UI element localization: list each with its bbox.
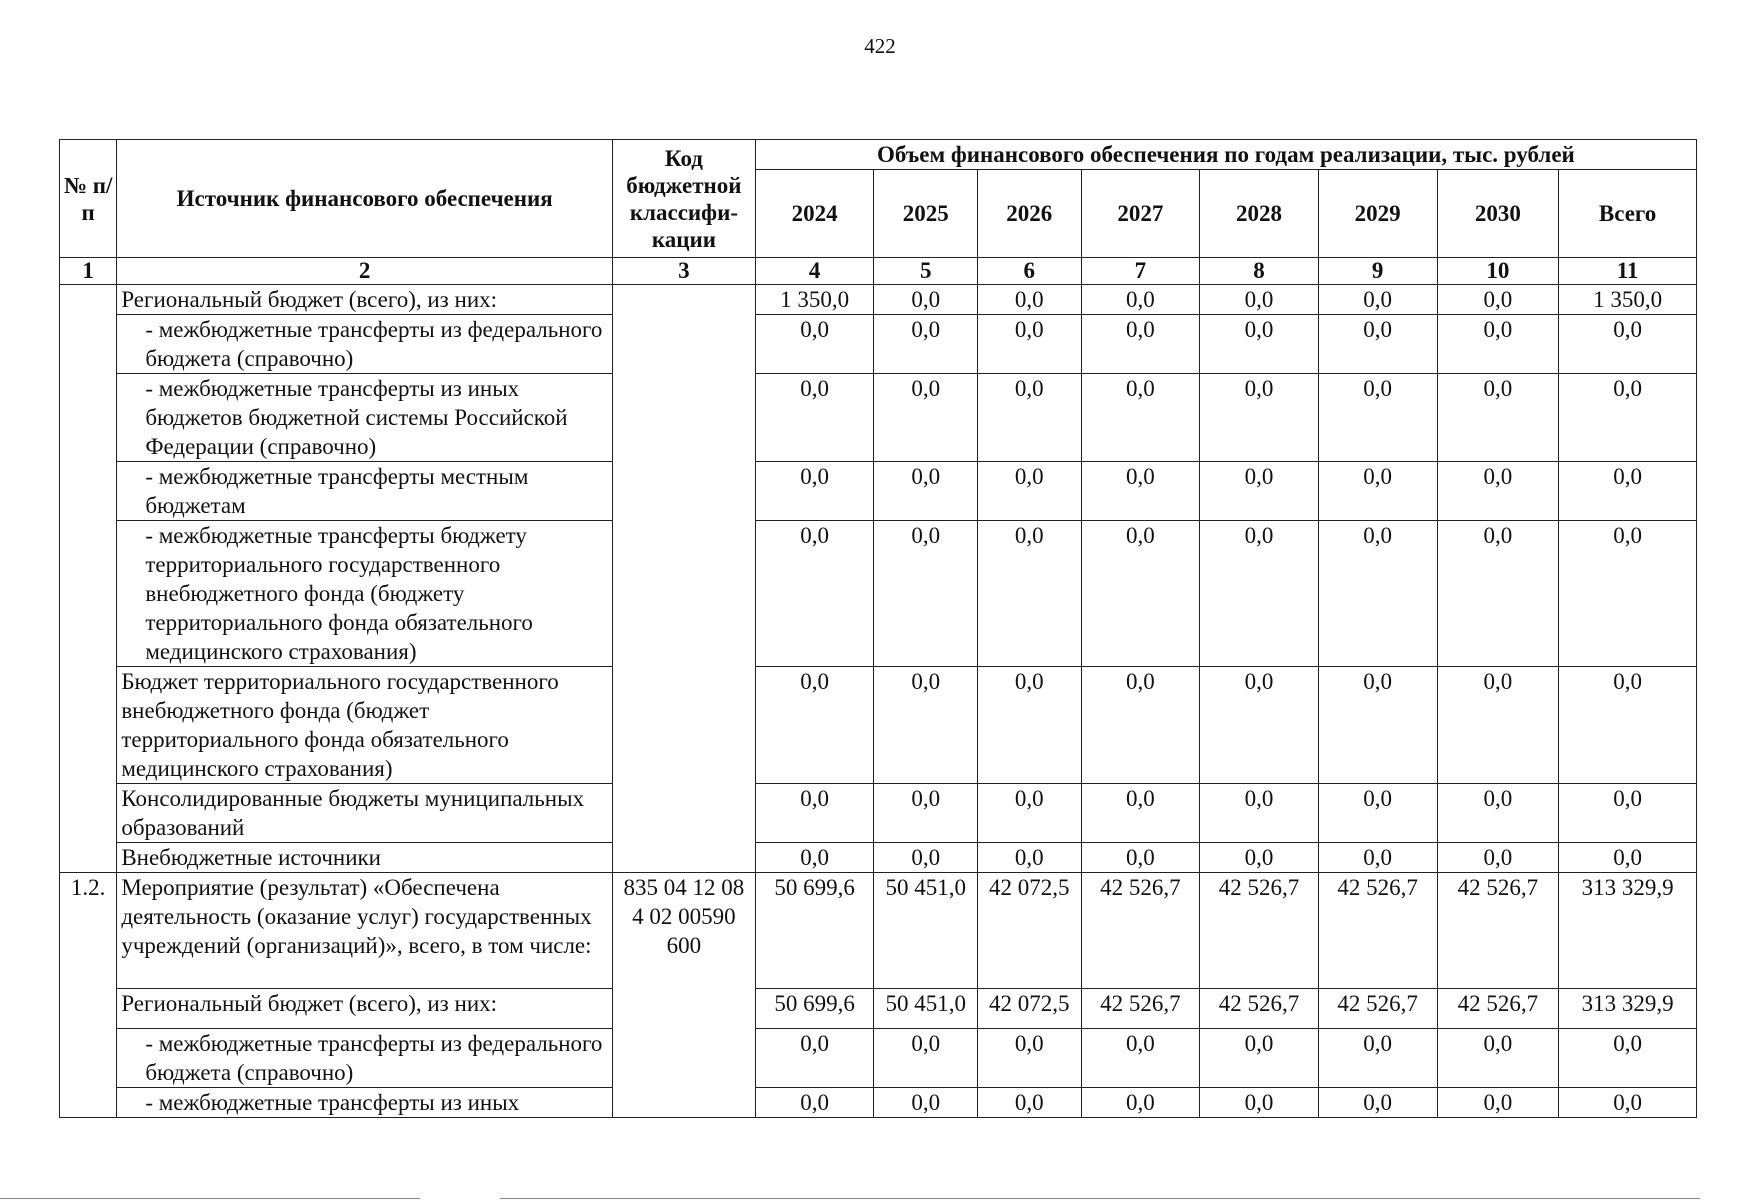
total-cell: 313 329,9 bbox=[1559, 873, 1697, 989]
header-year: 2028 bbox=[1200, 170, 1319, 258]
value-cell: 42 526,7 bbox=[1200, 873, 1319, 989]
value-cell: 42 072,5 bbox=[978, 873, 1082, 989]
value-cell: 0,0 bbox=[978, 521, 1082, 667]
header-year: 2025 bbox=[874, 170, 978, 258]
value-cell: 0,0 bbox=[755, 843, 874, 873]
total-cell: 0,0 bbox=[1559, 1029, 1697, 1088]
total-cell: 0,0 bbox=[1559, 1088, 1697, 1118]
value-cell: 0,0 bbox=[1437, 285, 1559, 315]
value-cell: 0,0 bbox=[1318, 1029, 1437, 1088]
header-code: Код бюджетной классифи-кации bbox=[613, 140, 756, 258]
value-cell: 0,0 bbox=[1081, 667, 1200, 784]
source-cell: Консолидированные бюджеты муниципальных образований bbox=[117, 784, 613, 843]
value-cell: 0,0 bbox=[1437, 843, 1559, 873]
value-cell: 0,0 bbox=[755, 1088, 874, 1118]
value-cell: 0,0 bbox=[874, 784, 978, 843]
value-cell: 0,0 bbox=[1318, 315, 1437, 374]
value-cell: 50 699,6 bbox=[755, 989, 874, 1029]
value-cell: 0,0 bbox=[978, 667, 1082, 784]
value-cell: 0,0 bbox=[1200, 285, 1319, 315]
total-cell: 0,0 bbox=[1559, 462, 1697, 521]
value-cell: 0,0 bbox=[1318, 1088, 1437, 1118]
column-numbers-row bbox=[60, 258, 1697, 285]
value-cell: 0,0 bbox=[1437, 1088, 1559, 1118]
source-cell: - межбюджетные трансферты местным бюджетам bbox=[117, 462, 613, 521]
value-cell: 42 526,7 bbox=[1081, 989, 1200, 1029]
value-cell: 0,0 bbox=[1081, 1029, 1200, 1088]
column-number: 6 bbox=[978, 258, 1082, 285]
header-year: 2027 bbox=[1081, 170, 1200, 258]
value-cell: 0,0 bbox=[755, 667, 874, 784]
table-row bbox=[60, 667, 1697, 784]
value-cell: 0,0 bbox=[978, 285, 1082, 315]
value-cell: 0,0 bbox=[1200, 784, 1319, 843]
footer-rule bbox=[500, 1198, 1700, 1199]
value-cell: 0,0 bbox=[874, 521, 978, 667]
table-row bbox=[60, 873, 1697, 989]
value-cell: 42 526,7 bbox=[1437, 989, 1559, 1029]
value-cell: 0,0 bbox=[1081, 285, 1200, 315]
header-year: 2029 bbox=[1318, 170, 1437, 258]
financing-table bbox=[59, 139, 1697, 1118]
header-year: 2024 bbox=[755, 170, 874, 258]
table-row bbox=[60, 374, 1697, 462]
column-number: 5 bbox=[874, 258, 978, 285]
value-cell: 0,0 bbox=[874, 462, 978, 521]
value-cell: 0,0 bbox=[978, 462, 1082, 521]
source-cell: - межбюджетные трансферты из иных bbox=[117, 1088, 613, 1118]
value-cell: 0,0 bbox=[978, 843, 1082, 873]
row-number-cell: 1.2. bbox=[60, 873, 117, 1118]
source-cell: Бюджет территориального государственного внебюджетного фонда (бюджет территориального фонда обязательного медицинского страхования) bbox=[117, 667, 613, 784]
source-cell: - межбюджетные трансферты из федерального бюджета (справочно) bbox=[117, 315, 613, 374]
value-cell: 0,0 bbox=[1437, 667, 1559, 784]
value-cell: 0,0 bbox=[874, 1088, 978, 1118]
table-row bbox=[60, 843, 1697, 873]
table-row bbox=[60, 521, 1697, 667]
total-cell: 0,0 bbox=[1559, 843, 1697, 873]
value-cell: 0,0 bbox=[1318, 285, 1437, 315]
table-row bbox=[60, 989, 1697, 1029]
value-cell: 0,0 bbox=[874, 667, 978, 784]
table-row bbox=[60, 462, 1697, 521]
value-cell: 42 526,7 bbox=[1200, 989, 1319, 1029]
value-cell: 0,0 bbox=[1318, 784, 1437, 843]
value-cell: 0,0 bbox=[1437, 1029, 1559, 1088]
value-cell: 0,0 bbox=[874, 1029, 978, 1088]
value-cell: 0,0 bbox=[755, 374, 874, 462]
value-cell: 0,0 bbox=[1081, 315, 1200, 374]
column-number: 8 bbox=[1200, 258, 1319, 285]
source-cell: Внебюджетные источники bbox=[117, 843, 613, 873]
value-cell: 42 072,5 bbox=[978, 989, 1082, 1029]
source-cell: - межбюджетные трансферты бюджету территориального государственного внебюджетного фонда (бюджету территориального фонда обязательного медицинского страхования) bbox=[117, 521, 613, 667]
value-cell: 0,0 bbox=[1318, 462, 1437, 521]
value-cell: 50 451,0 bbox=[874, 989, 978, 1029]
column-number: 10 bbox=[1437, 258, 1559, 285]
source-cell: - межбюджетные трансферты из федерального бюджета (справочно) bbox=[117, 1029, 613, 1088]
value-cell: 0,0 bbox=[978, 1088, 1082, 1118]
value-cell: 0,0 bbox=[755, 315, 874, 374]
budget-code-cell bbox=[613, 285, 756, 873]
value-cell: 50 699,6 bbox=[755, 873, 874, 989]
table-row bbox=[60, 1029, 1697, 1088]
value-cell: 0,0 bbox=[978, 315, 1082, 374]
value-cell: 0,0 bbox=[1081, 462, 1200, 521]
table-row bbox=[60, 1088, 1697, 1118]
value-cell: 0,0 bbox=[1437, 315, 1559, 374]
value-cell: 0,0 bbox=[1081, 1088, 1200, 1118]
value-cell: 0,0 bbox=[1318, 374, 1437, 462]
value-cell: 0,0 bbox=[1318, 667, 1437, 784]
source-cell: Мероприятие (результат) «Обеспечена деятельность (оказание услуг) государственных учреждений (организаций)», всего, в том числе: bbox=[117, 873, 613, 989]
value-cell: 0,0 bbox=[978, 784, 1082, 843]
budget-code-cell: 835 04 12 08 4 02 00590 600 bbox=[613, 873, 756, 1118]
value-cell: 0,0 bbox=[978, 1029, 1082, 1088]
total-cell: 0,0 bbox=[1559, 521, 1697, 667]
total-cell: 1 350,0 bbox=[1559, 285, 1697, 315]
column-number: 9 bbox=[1318, 258, 1437, 285]
value-cell: 42 526,7 bbox=[1318, 989, 1437, 1029]
total-cell: 0,0 bbox=[1559, 315, 1697, 374]
value-cell: 0,0 bbox=[1437, 521, 1559, 667]
source-cell: - межбюджетные трансферты из иных бюджетов бюджетной системы Российской Федерации (справочно) bbox=[117, 374, 613, 462]
column-number: 2 bbox=[117, 258, 613, 285]
value-cell: 0,0 bbox=[1318, 521, 1437, 667]
table-row bbox=[60, 285, 1697, 315]
value-cell: 0,0 bbox=[874, 315, 978, 374]
value-cell: 42 526,7 bbox=[1081, 873, 1200, 989]
value-cell: 0,0 bbox=[1200, 843, 1319, 873]
value-cell: 0,0 bbox=[1200, 315, 1319, 374]
value-cell: 1 350,0 bbox=[755, 285, 874, 315]
header-total: Всего bbox=[1559, 170, 1697, 258]
column-number: 1 bbox=[60, 258, 117, 285]
value-cell: 0,0 bbox=[1081, 521, 1200, 667]
table-row bbox=[60, 784, 1697, 843]
header-year: 2026 bbox=[978, 170, 1082, 258]
header-pp: № п/п bbox=[60, 140, 117, 258]
value-cell: 0,0 bbox=[1318, 843, 1437, 873]
column-number: 3 bbox=[613, 258, 756, 285]
column-number: 11 bbox=[1559, 258, 1697, 285]
value-cell: 50 451,0 bbox=[874, 873, 978, 989]
total-cell: 0,0 bbox=[1559, 667, 1697, 784]
header-year: 2030 bbox=[1437, 170, 1559, 258]
value-cell: 0,0 bbox=[755, 462, 874, 521]
value-cell: 0,0 bbox=[1200, 521, 1319, 667]
value-cell: 0,0 bbox=[874, 843, 978, 873]
value-cell: 0,0 bbox=[755, 521, 874, 667]
value-cell: 0,0 bbox=[978, 374, 1082, 462]
header-source: Источник финансового обеспечения bbox=[117, 140, 613, 258]
value-cell: 0,0 bbox=[755, 1029, 874, 1088]
value-cell: 0,0 bbox=[1437, 374, 1559, 462]
source-cell: Региональный бюджет (всего), из них: bbox=[117, 989, 613, 1029]
value-cell: 0,0 bbox=[1200, 374, 1319, 462]
value-cell: 0,0 bbox=[1081, 784, 1200, 843]
value-cell: 0,0 bbox=[1081, 843, 1200, 873]
page-number: 422 bbox=[864, 34, 896, 58]
footer-rule bbox=[0, 1198, 420, 1199]
column-number: 4 bbox=[755, 258, 874, 285]
value-cell: 42 526,7 bbox=[1437, 873, 1559, 989]
value-cell: 42 526,7 bbox=[1318, 873, 1437, 989]
total-cell: 0,0 bbox=[1559, 784, 1697, 843]
total-cell: 313 329,9 bbox=[1559, 989, 1697, 1029]
column-number: 7 bbox=[1081, 258, 1200, 285]
value-cell: 0,0 bbox=[1200, 1088, 1319, 1118]
value-cell: 0,0 bbox=[1437, 462, 1559, 521]
row-number-cell bbox=[60, 285, 117, 873]
header-financing-volume: Объем финансового обеспечения по годам реализации, тыс. рублей bbox=[755, 140, 1696, 170]
value-cell: 0,0 bbox=[1437, 784, 1559, 843]
value-cell: 0,0 bbox=[1200, 667, 1319, 784]
value-cell: 0,0 bbox=[874, 285, 978, 315]
table-row bbox=[60, 315, 1697, 374]
value-cell: 0,0 bbox=[1200, 1029, 1319, 1088]
value-cell: 0,0 bbox=[755, 784, 874, 843]
total-cell: 0,0 bbox=[1559, 374, 1697, 462]
source-cell: Региональный бюджет (всего), из них: bbox=[117, 285, 613, 315]
value-cell: 0,0 bbox=[874, 374, 978, 462]
value-cell: 0,0 bbox=[1200, 462, 1319, 521]
value-cell: 0,0 bbox=[1081, 374, 1200, 462]
